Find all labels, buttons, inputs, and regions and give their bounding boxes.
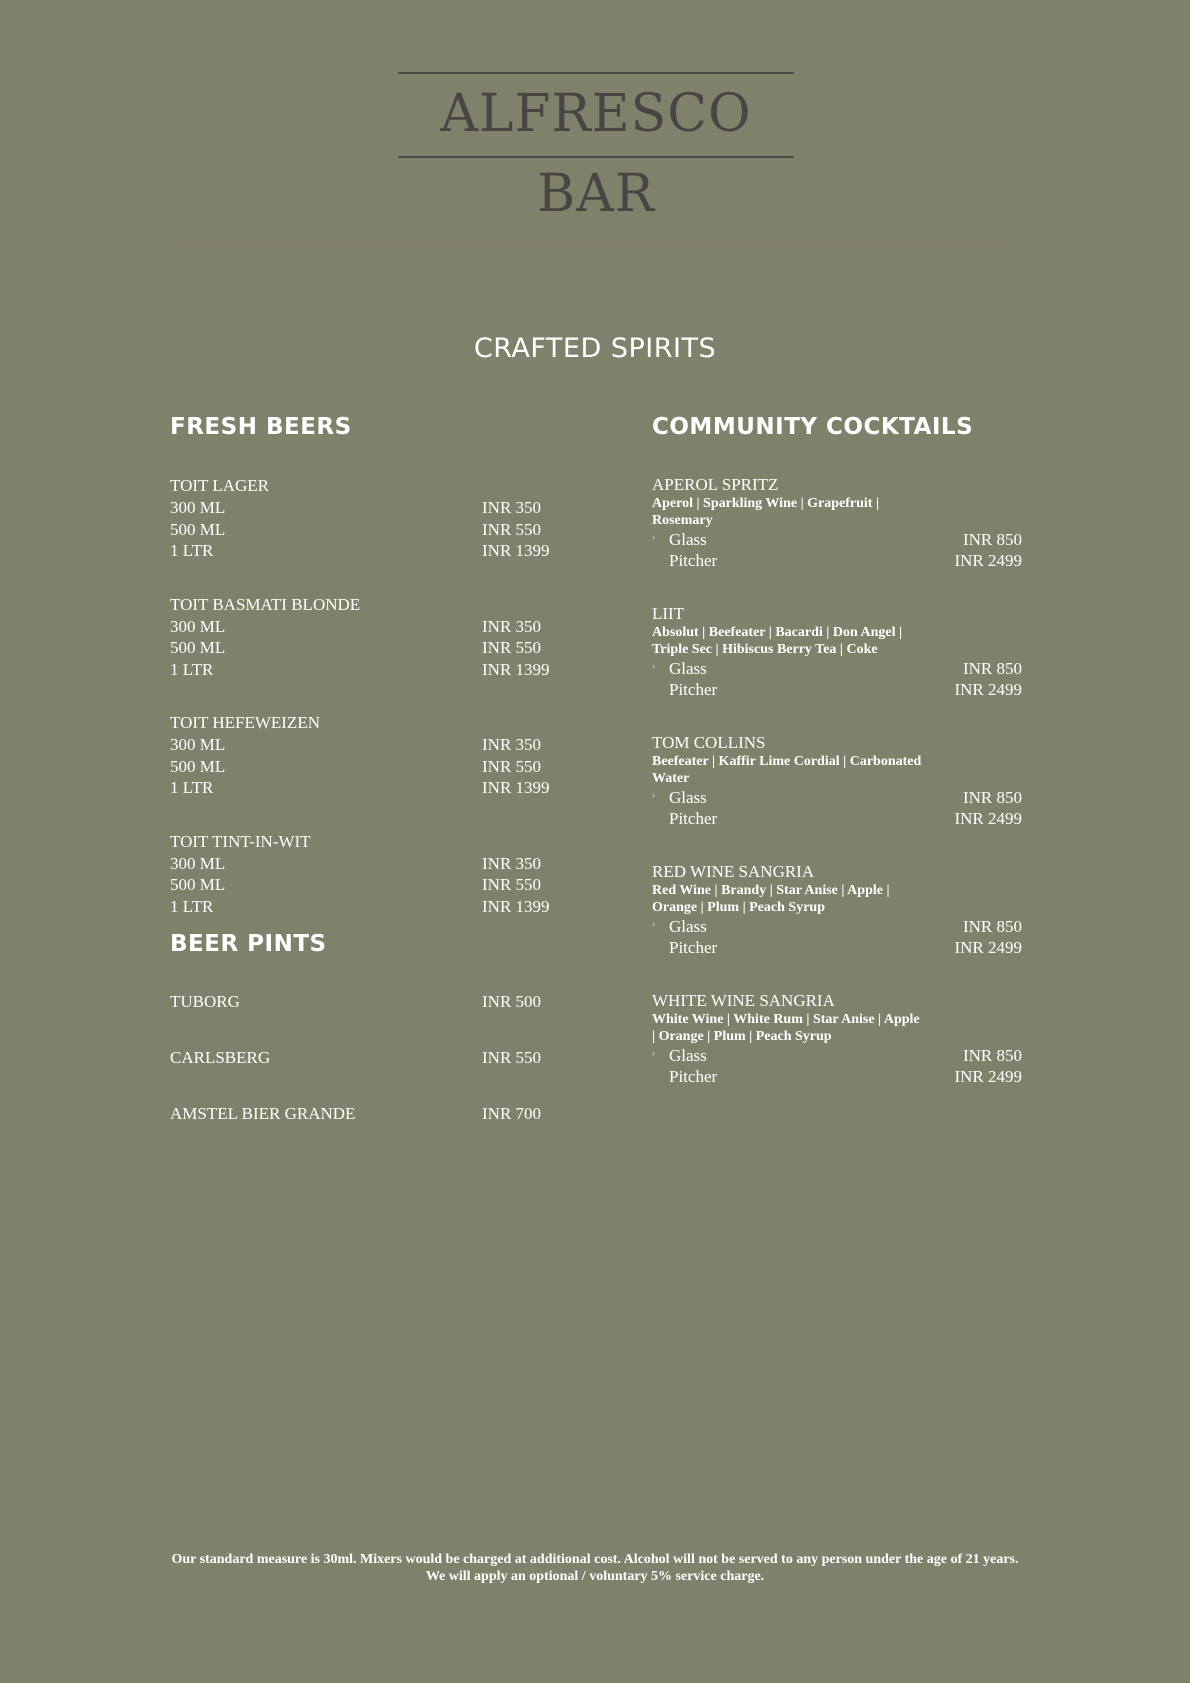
size-row xyxy=(170,497,570,519)
cocktails-heading: COMMUNITY COCKTAILS xyxy=(652,414,974,440)
pitcher-row xyxy=(652,937,1022,958)
size-label: 300 ML xyxy=(170,853,226,873)
size-row xyxy=(170,874,570,896)
pitcher-label: Pitcher xyxy=(669,680,718,699)
pitcher-price: INR 2499 xyxy=(954,551,1022,570)
size-row xyxy=(170,734,570,756)
glass-icon: › xyxy=(652,1048,655,1058)
size-price: INR 1399 xyxy=(482,659,550,679)
cocktail-item xyxy=(652,604,1022,700)
left-column xyxy=(170,412,570,1125)
fresh-beers-heading: FRESH BEERS xyxy=(170,414,352,440)
size-label: 1 LTR xyxy=(170,659,214,679)
size-label: 300 ML xyxy=(170,735,226,754)
cocktail-item xyxy=(652,475,1022,571)
size-price: INR 1399 xyxy=(482,896,550,916)
size-label: 500 ML xyxy=(170,638,226,657)
glass-price: INR 850 xyxy=(962,659,1022,678)
glass-row xyxy=(652,1045,1022,1066)
pitcher-row xyxy=(652,679,1022,700)
size-price: INR 350 xyxy=(482,735,542,754)
size-row xyxy=(170,756,570,778)
pint-price: INR 700 xyxy=(482,1104,542,1123)
pitcher-row xyxy=(652,808,1022,829)
glass-icon: › xyxy=(652,661,655,671)
size-label: 500 ML xyxy=(170,875,226,894)
cocktail-item xyxy=(652,862,1022,958)
pitcher-price: INR 2499 xyxy=(954,938,1022,957)
beer-name: TOIT HEFEWEIZEN xyxy=(170,713,320,732)
pitcher-price: INR 2499 xyxy=(954,680,1022,699)
size-row xyxy=(170,896,570,918)
glass-price: INR 850 xyxy=(962,917,1022,936)
cocktail-ingredients: Absolut | Beefeater | Bacardi | Don Angel | Triple Sec | Hibiscus Berry Tea | Coke xyxy=(652,625,903,657)
glass-label: Glass xyxy=(669,659,707,678)
size-row xyxy=(170,616,570,638)
right-column xyxy=(652,412,1022,1087)
size-row xyxy=(170,853,570,875)
cocktail-item xyxy=(652,733,1022,829)
footer-line-2: We will apply an optional / voluntary 5% service charge. xyxy=(425,1569,765,1584)
page-title: ALFRESCO BAR xyxy=(440,84,752,224)
size-price: INR 350 xyxy=(482,498,542,517)
size-price: INR 550 xyxy=(482,519,542,539)
size-price: INR 1399 xyxy=(482,778,550,797)
glass-label: Glass xyxy=(669,1046,707,1065)
beer-item xyxy=(170,475,570,562)
size-label: 500 ML xyxy=(170,756,226,776)
cocktail-ingredients: Red Wine | Brandy | Star Anise | Apple | Orange | Plum | Peach Syrup xyxy=(652,883,890,915)
title-block xyxy=(398,72,794,224)
beer-name: TOIT TINT-IN-WIT xyxy=(170,831,311,851)
cocktail-ingredients: White Wine | White Rum | Star Anise | Apple | Orange | Plum | Peach Syrup xyxy=(652,1012,920,1044)
cocktail-name: TOM COLLINS xyxy=(652,733,766,752)
beer-item xyxy=(170,594,570,681)
cocktail-name: APEROL SPRITZ xyxy=(652,475,779,494)
pitcher-price: INR 2499 xyxy=(954,1067,1022,1086)
pint-price: INR 500 xyxy=(482,992,542,1011)
cocktail-ingredients: Beefeater | Kaffir Lime Cordial | Carbonated Water xyxy=(652,754,922,786)
beer-name: TOIT LAGER xyxy=(170,476,270,495)
cocktail-name: LIIT xyxy=(652,604,685,623)
glass-row xyxy=(652,529,1022,550)
glass-label: Glass xyxy=(669,917,707,936)
pint-name: AMSTEL BIER GRANDE xyxy=(170,1104,356,1123)
cocktail-ingredients: Aperol | Sparkling Wine | Grapefruit | Rosemary xyxy=(652,496,880,528)
pint-price: INR 550 xyxy=(482,1048,542,1067)
size-label: 500 ML xyxy=(170,519,226,539)
footer-note xyxy=(0,1551,1190,1585)
footer-line-1: Our standard measure is 30ml. Mixers would be charged at additional cost. Alcohol will not be served to any person under the age of 21 years. xyxy=(171,1552,1019,1567)
size-row xyxy=(170,540,570,562)
beer-item xyxy=(170,831,570,918)
glass-icon: › xyxy=(652,532,655,542)
size-row xyxy=(170,519,570,541)
beer-item xyxy=(170,712,570,799)
pitcher-label: Pitcher xyxy=(669,938,718,957)
cocktail-name: RED WINE SANGRIA xyxy=(652,862,815,881)
beer-name: TOIT BASMATI BLONDE xyxy=(170,594,361,614)
glass-price: INR 850 xyxy=(962,530,1022,549)
size-price: INR 550 xyxy=(482,756,542,776)
pitcher-price: INR 2499 xyxy=(954,809,1022,828)
pint-row xyxy=(170,1047,570,1069)
size-label: 1 LTR xyxy=(170,541,214,560)
size-row xyxy=(170,659,570,681)
size-label: 1 LTR xyxy=(170,896,214,916)
pitcher-label: Pitcher xyxy=(669,1067,718,1086)
cocktail-item xyxy=(652,991,1022,1087)
size-price: INR 550 xyxy=(482,638,542,657)
pitcher-row xyxy=(652,550,1022,571)
cocktail-name: WHITE WINE SANGRIA xyxy=(652,991,835,1010)
size-row xyxy=(170,637,570,659)
pitcher-label: Pitcher xyxy=(669,809,718,828)
pint-row xyxy=(170,991,570,1013)
glass-row xyxy=(652,916,1022,937)
size-label: 300 ML xyxy=(170,616,226,636)
size-price: INR 350 xyxy=(482,853,542,873)
glass-price: INR 850 xyxy=(962,1046,1022,1065)
section-title: CRAFTED SPIRITS xyxy=(473,333,717,364)
size-label: 1 LTR xyxy=(170,778,214,797)
beer-pints-heading: BEER PINTS xyxy=(170,931,327,957)
pint-name: CARLSBERG xyxy=(170,1048,271,1067)
glass-icon: › xyxy=(652,790,655,800)
glass-price: INR 850 xyxy=(962,788,1022,807)
glass-label: Glass xyxy=(669,788,707,807)
glass-row xyxy=(652,658,1022,679)
size-row xyxy=(170,777,570,799)
size-label: 300 ML xyxy=(170,498,226,517)
glass-icon: › xyxy=(652,919,655,929)
pitcher-row xyxy=(652,1066,1022,1087)
glass-row xyxy=(652,787,1022,808)
pint-row xyxy=(170,1103,570,1125)
section-divider xyxy=(170,242,1020,243)
glass-label: Glass xyxy=(669,530,707,549)
pint-name: TUBORG xyxy=(170,992,240,1011)
pitcher-label: Pitcher xyxy=(669,551,718,570)
size-price: INR 1399 xyxy=(482,541,550,560)
size-price: INR 550 xyxy=(482,875,542,894)
size-price: INR 350 xyxy=(482,616,542,636)
